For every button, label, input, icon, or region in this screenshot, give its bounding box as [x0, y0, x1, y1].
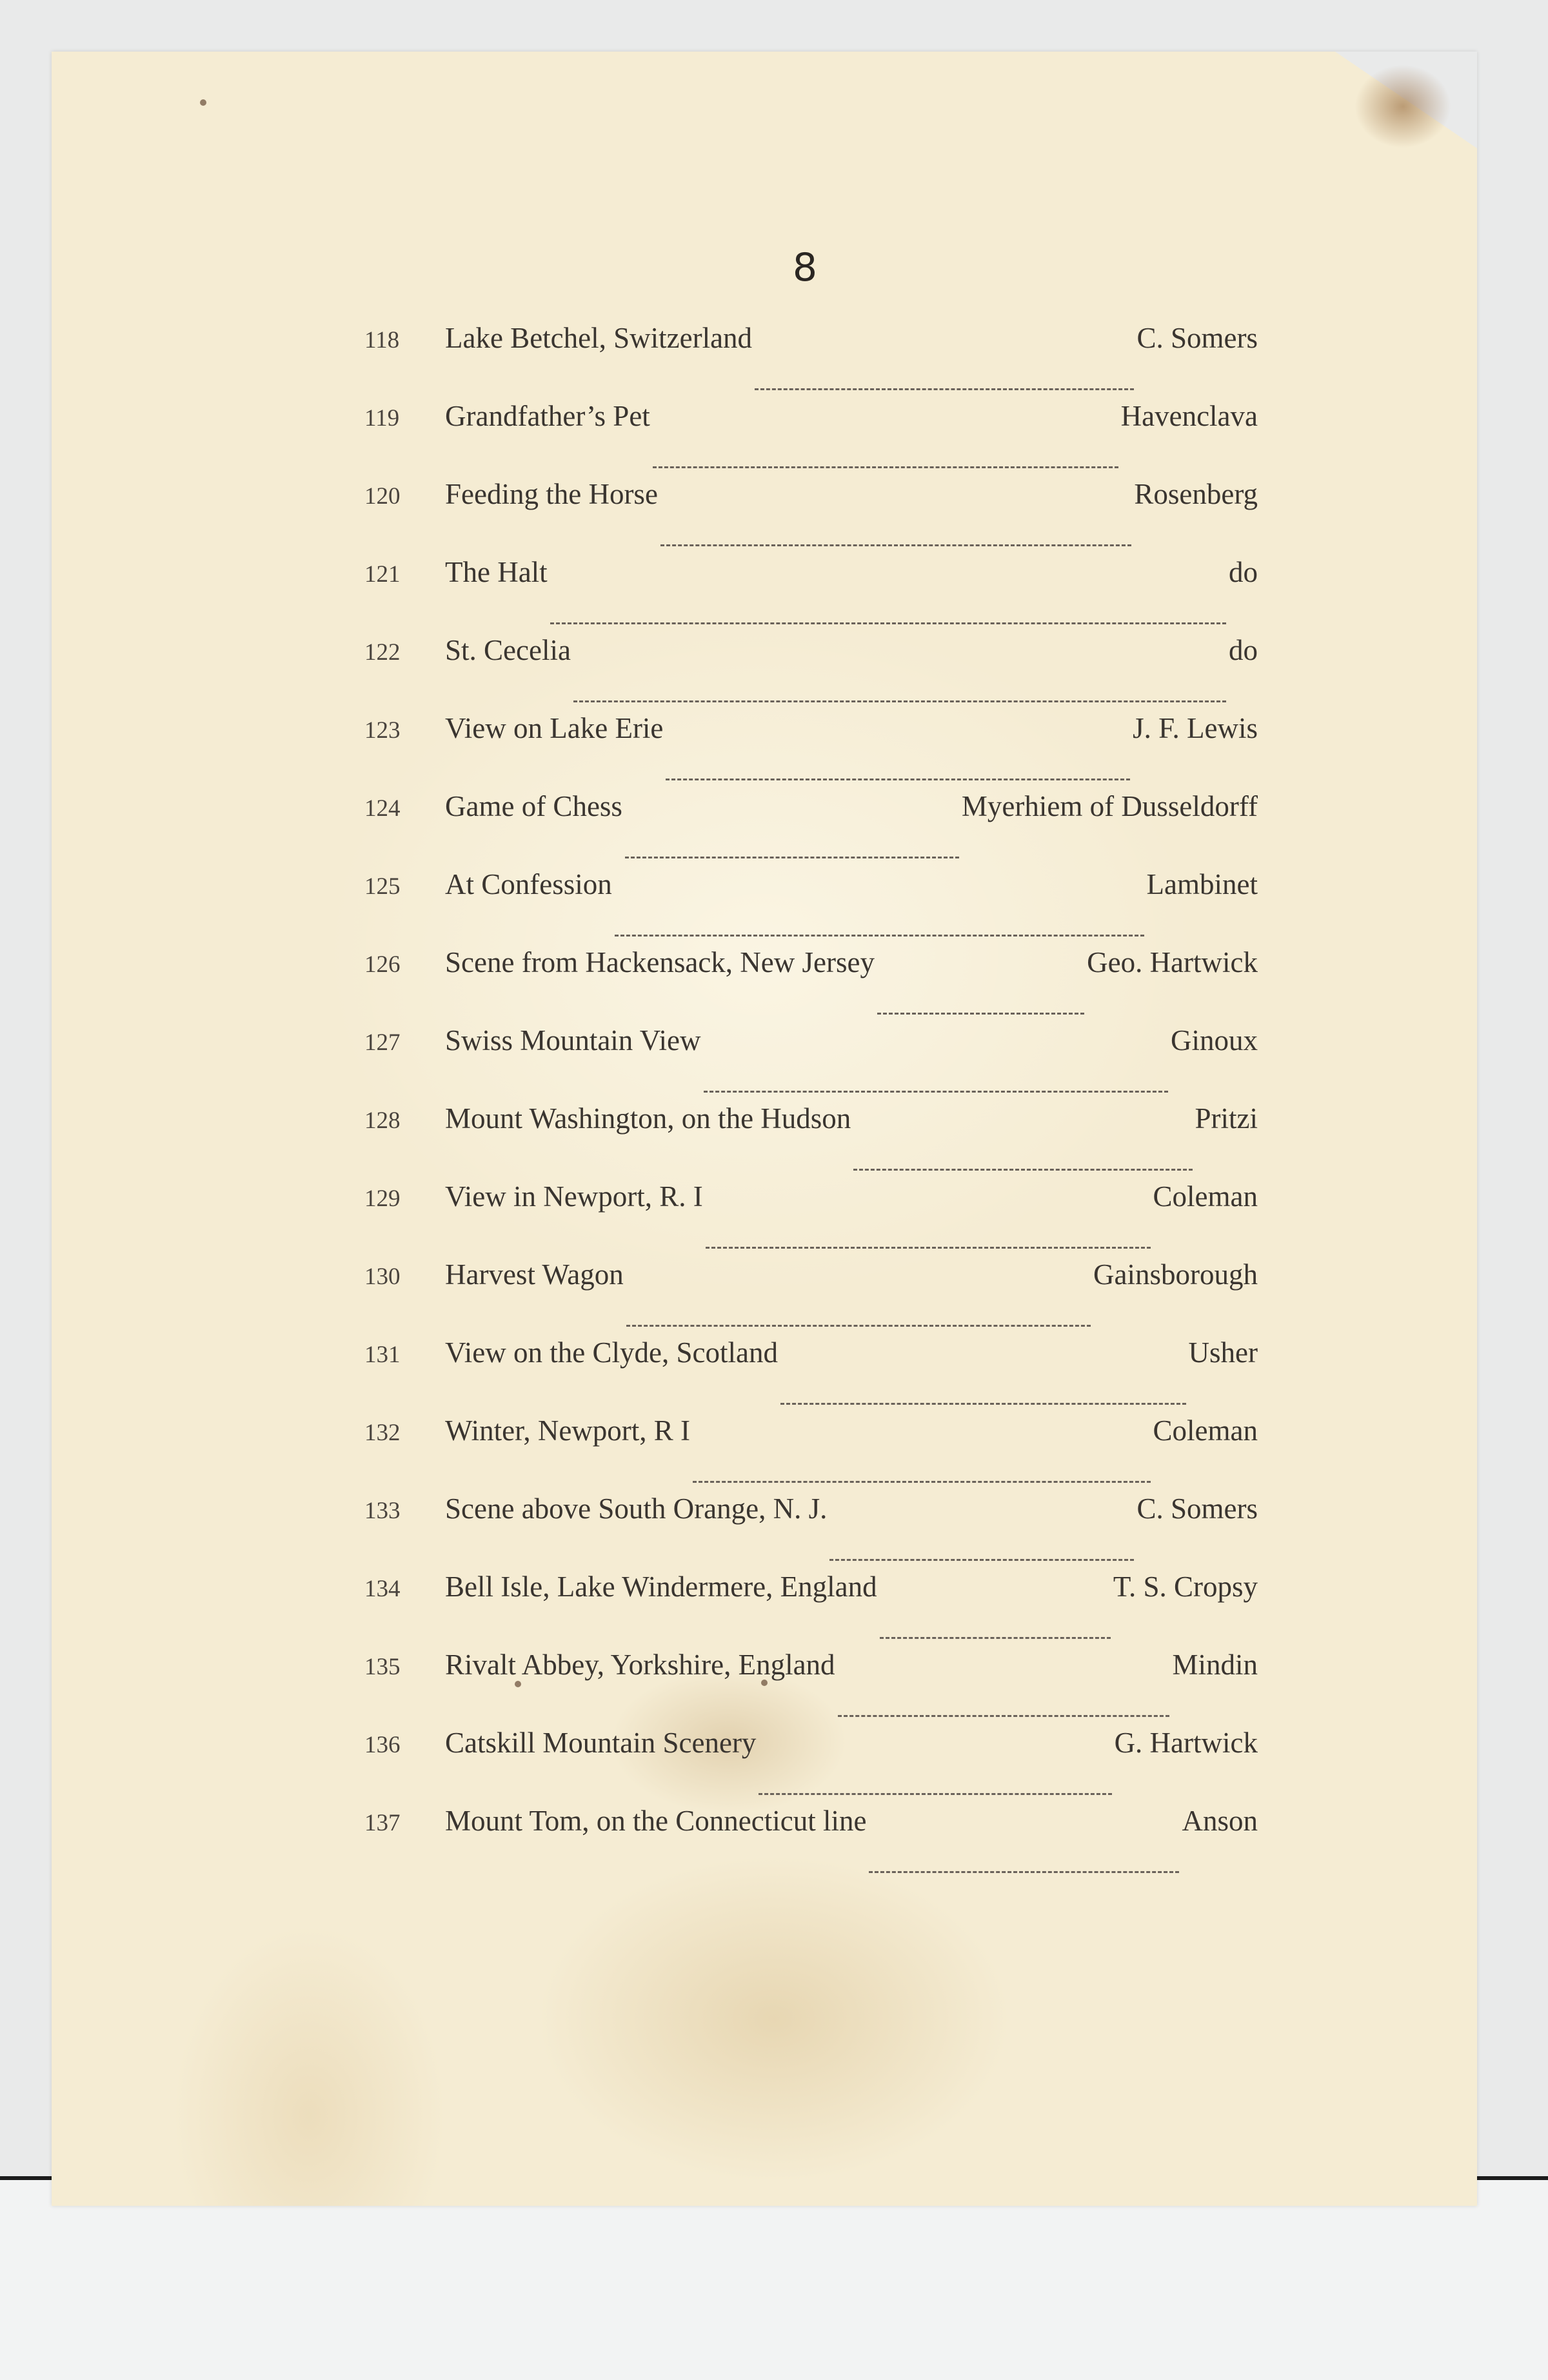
entry-artist: Myerhiem of Dusseldorff	[961, 790, 1258, 822]
dot-leader	[869, 1871, 1179, 1873]
entry-artist: Gainsborough	[1093, 1258, 1258, 1291]
entry-artist: Anson	[1182, 1805, 1258, 1837]
dot-leader	[660, 544, 1131, 546]
dot-leader	[706, 1247, 1151, 1249]
corner-stain	[1354, 64, 1451, 148]
entry-number: 128	[364, 1107, 401, 1134]
list-item	[364, 1804, 1258, 1882]
list-item	[364, 1726, 1258, 1804]
entry-number: 119	[364, 405, 400, 431]
dot-leader	[666, 778, 1130, 780]
entry-title: View in Newport, R. I	[445, 1180, 703, 1213]
entry-artist: Coleman	[1153, 1414, 1258, 1447]
entry-title: Bell Isle, Lake Windermere, England	[445, 1571, 877, 1603]
entry-number: 122	[364, 639, 401, 666]
entry-title: Rivalt Abbey, Yorkshire, England	[445, 1649, 835, 1681]
entry-artist: C. Somers	[1136, 1492, 1258, 1525]
entry-number: 137	[364, 1810, 401, 1836]
entry-artist: J. F. Lewis	[1133, 712, 1258, 744]
list-item	[364, 711, 1258, 789]
dot-leader	[625, 857, 959, 858]
entry-number: 133	[364, 1498, 401, 1524]
entry-title: Game of Chess	[445, 790, 622, 822]
list-item	[364, 1492, 1258, 1570]
entry-number: 129	[364, 1185, 401, 1212]
entry-title: The Halt	[445, 556, 548, 588]
catalog-entries	[364, 321, 1258, 1882]
dot-leader	[759, 1793, 1111, 1795]
page-number: 8	[792, 245, 818, 290]
list-item	[364, 946, 1258, 1024]
list-item	[364, 477, 1258, 555]
entry-title: Harvest Wagon	[445, 1258, 624, 1291]
entry-title: View on the Clyde, Scotland	[445, 1336, 778, 1369]
entry-title: Catskill Mountain Scenery	[445, 1727, 757, 1759]
entry-number: 134	[364, 1576, 401, 1602]
entry-number: 120	[364, 483, 401, 510]
dot-leader	[755, 388, 1134, 390]
dot-leader	[615, 935, 1144, 937]
scanner-bed	[0, 2180, 1548, 2380]
entry-artist: Rosenberg	[1134, 478, 1258, 510]
list-item	[364, 789, 1258, 868]
list-item	[364, 868, 1258, 946]
entry-title: Feeding the Horse	[445, 478, 658, 510]
entry-title: Mount Washington, on the Hudson	[445, 1102, 851, 1135]
list-item	[364, 1414, 1258, 1492]
dot-leader	[626, 1325, 1091, 1327]
entry-number: 123	[364, 717, 401, 744]
entry-artist: Lambinet	[1146, 868, 1258, 900]
entry-number: 118	[364, 327, 400, 353]
entry-number: 121	[364, 561, 401, 588]
entry-number: 125	[364, 873, 401, 900]
entry-number: 132	[364, 1420, 401, 1446]
entry-title: Lake Betchel, Switzerland	[445, 322, 753, 354]
entry-title: Grandfather’s Pet	[445, 400, 650, 432]
entry-artist: Geo. Hartwick	[1087, 946, 1258, 978]
dot-leader	[550, 622, 1226, 624]
entry-title: Winter, Newport, R I	[445, 1414, 691, 1447]
entry-number: 135	[364, 1654, 401, 1680]
entry-number: 130	[364, 1264, 401, 1290]
list-item	[364, 555, 1258, 633]
dot-leader	[829, 1559, 1134, 1561]
entry-title: Mount Tom, on the Connecticut line	[445, 1805, 867, 1837]
dot-leader	[780, 1403, 1186, 1405]
dot-leader	[653, 466, 1118, 468]
entry-number: 126	[364, 951, 401, 978]
dot-leader	[838, 1715, 1170, 1717]
list-item	[364, 1024, 1258, 1102]
entry-title: St. Cecelia	[445, 634, 571, 666]
dot-leader	[693, 1481, 1150, 1483]
dot-leader	[573, 700, 1226, 702]
dot-leader	[877, 1013, 1084, 1015]
list-item	[364, 1336, 1258, 1414]
entry-artist: Mindin	[1172, 1649, 1258, 1681]
list-item	[364, 399, 1258, 477]
entry-artist: do	[1229, 556, 1258, 588]
entry-title: View on Lake Erie	[445, 712, 664, 744]
entry-artist: Havenclava	[1120, 400, 1258, 432]
entry-artist: C. Somers	[1136, 322, 1258, 354]
entry-artist: Ginoux	[1171, 1024, 1258, 1056]
entry-artist: Pritzi	[1195, 1102, 1258, 1135]
entry-number: 136	[364, 1732, 401, 1758]
ink-spot	[200, 99, 206, 106]
list-item	[364, 1648, 1258, 1726]
entry-title: Scene from Hackensack, New Jersey	[445, 946, 875, 978]
dot-leader	[704, 1091, 1169, 1093]
entry-artist: Coleman	[1153, 1180, 1258, 1213]
entry-artist: G. Hartwick	[1114, 1727, 1258, 1759]
dot-leader	[853, 1169, 1192, 1171]
list-item	[364, 1258, 1258, 1336]
entry-title: Swiss Mountain View	[445, 1024, 701, 1056]
list-item	[364, 1570, 1258, 1648]
entry-number: 131	[364, 1342, 401, 1368]
list-item	[364, 1180, 1258, 1258]
entry-artist: do	[1229, 634, 1258, 666]
list-item	[364, 321, 1258, 399]
dot-leader	[880, 1637, 1111, 1639]
entry-title: At Confession	[445, 868, 612, 900]
entry-artist: Usher	[1188, 1336, 1258, 1369]
list-item	[364, 633, 1258, 711]
entry-artist: T. S. Cropsy	[1113, 1571, 1258, 1603]
entry-number: 127	[364, 1029, 401, 1056]
list-item	[364, 1102, 1258, 1180]
entry-title: Scene above South Orange, N. J.	[445, 1492, 828, 1525]
entry-number: 124	[364, 795, 401, 822]
